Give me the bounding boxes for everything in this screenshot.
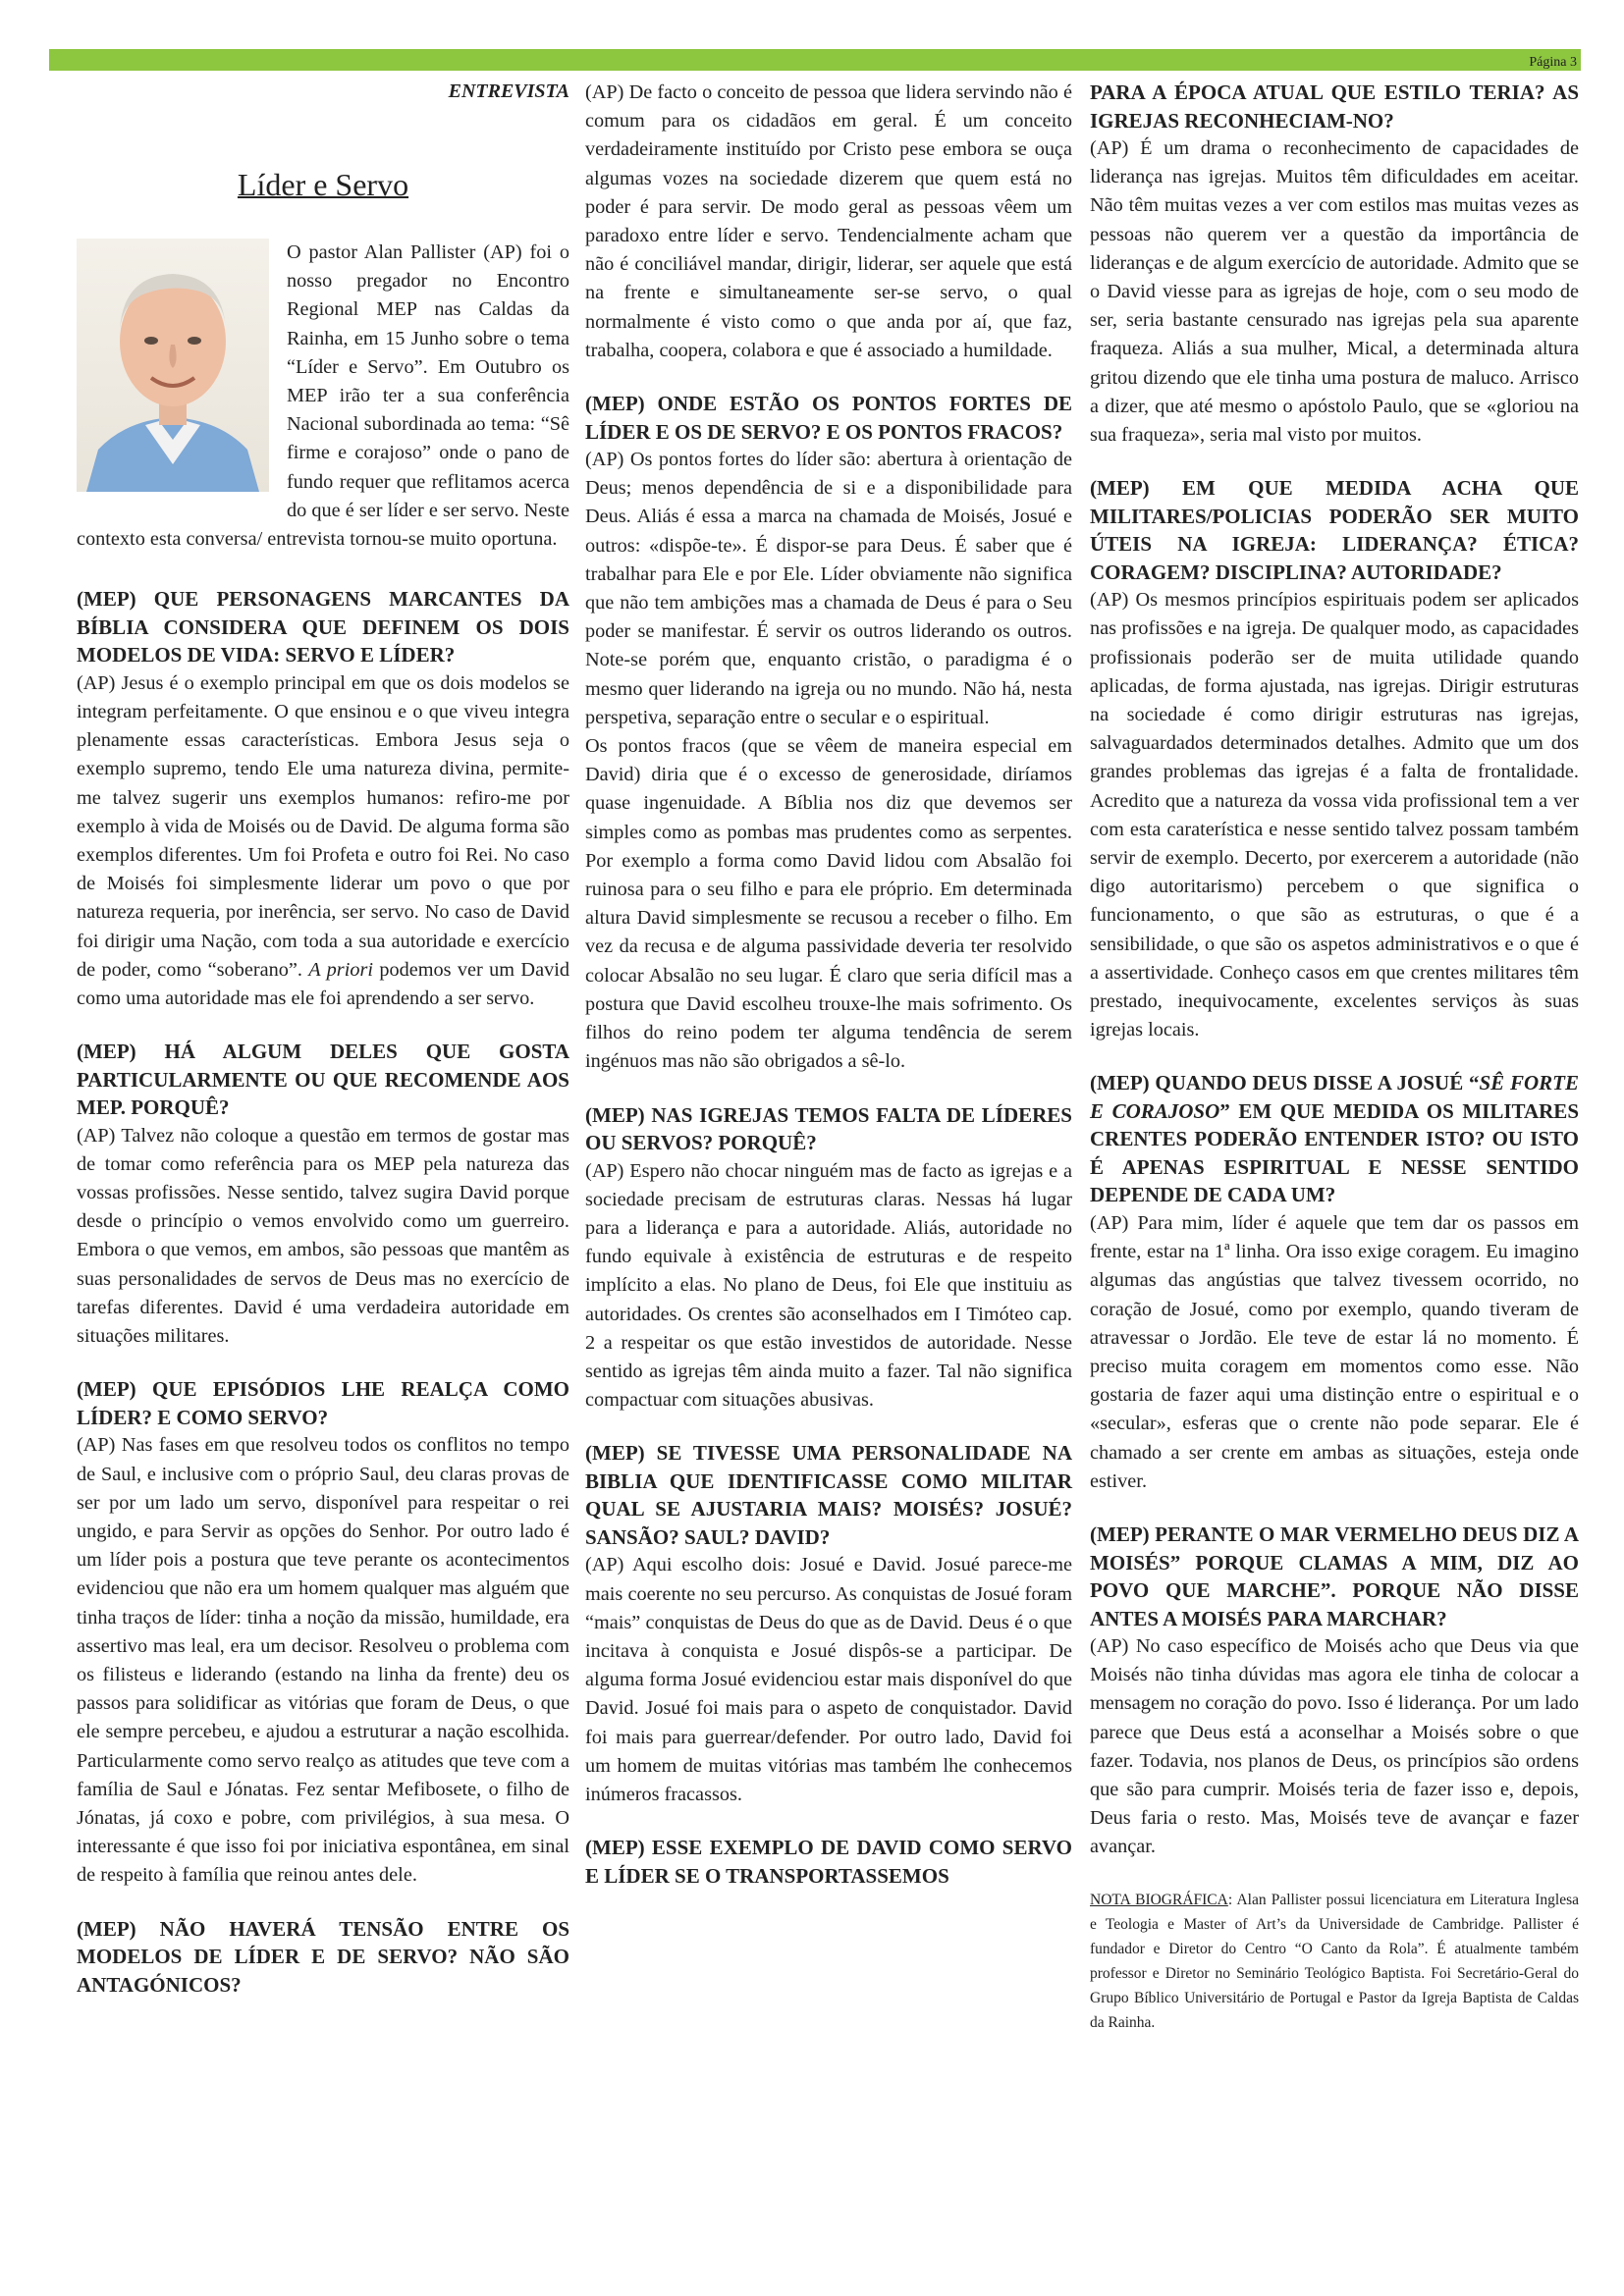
answer-2: (AP) Talvez não coloque a questão em termos de gostar mas de tomar como referência para os MEP pela natureza das vossas profissões. Nesse sentido, talvez sugira David porque desde o princípio o vemos envolvido como um guerreiro. Embora o que vemos, em ambos, são pessoas que mantêm as suas personalidades de servos de Deus mas no exercício de tarefas diferentes. David é uma verdadeira autoridade em situações militares. (77, 1124, 569, 1348)
intro-paragraph: O pastor Alan Pallister (AP) foi o nosso pregador no Encontro Regional MEP nas Caldas da Rainha, em 15 Junho sobre o tema “Líder e Servo”. Em Outubro os MEP irão ter a sua conferência Nacional subordinada ao tema: “Sê firme e corajoso” onde o pano de fundo requer que reflitamos acerca do que é ser líder e ser servo. Neste contexto esta conversa/ entrevista tornou-se muito oportuna. (77, 241, 569, 551)
question-6: (MEP) NAS IGREJAS TEMOS FALTA DE LÍDERES OU SERVOS? PORQUÊ? (585, 1102, 1072, 1154)
question-7: (MEP) SE TIVESSE UMA PERSONALIDADE NA BIBLIA QUE IDENTIFICASSE COMO MILITAR QUAL SE AJUSTARIA MAIS? MOISÉS? JOSUÉ? SANSÃO? SAUL? DAVID? (585, 1441, 1072, 1549)
answer-5b: Os pontos fracos (que se vêem de maneira especial em David) diria que é o excesso de generosidade, diríamos quase ingenuidade. A Bíblia nos diz que devemos ser simples como as pombas mas prudentes como as serpentes. Por exemplo a forma como David lidou com Absalão foi ruinosa para o seu filho e para ele próprio. Em determinada altura David simplesmente se recusou a receber o filho. Em vez da recusa e de alguma passividade deveria ter resolvido colocar Absalão no seu lugar. É claro que seria difícil mas a postura que David escolheu trouxe-lhe mais sofrimento. Os filhos do reino podem ter alguma tendência de serem ingénuos mas não são obrigados a sê-lo. (585, 735, 1072, 1073)
question-11: (MEP) PERANTE O MAR VERMELHO DEUS DIZ A MOISÉS” PORQUE CLAMAS A MIM, DIZ AO POVO QUE MARCHE”. PORQUE NÃO DISSE ANTES A MOISÉS PARA MARCHAR? (1090, 1522, 1579, 1630)
column-2 (585, 79, 1072, 1890)
question-3: (MEP) QUE EPISÓDIOS LHE REALÇA COMO LÍDER? E COMO SERVO? (77, 1377, 569, 1429)
question-8: (MEP) ESSE EXEMPLO DE DAVID COMO SERVO E LÍDER SE O TRANSPORTASSEMOS (585, 1836, 1072, 1888)
answer-9: (AP) Os mesmos princípios espirituais podem ser aplicados nas profissões e na igreja. De qualquer modo, as capacidades profissionais poderão ser de muita utilidade quando aplicadas, de forma ajustada, nas igrejas. Dirigir estruturas na sociedade é como dirigir estruturas nas igrejas, salvaguardados determinados detalhes. Admito que um dos grandes problemas das igrejas é a falta de frontalidade. Acredito que a natureza da vossa vida profissional tem a ver com esta caraterística e nesse sentido talvez possam também servir de exemplo. Decerto, por exercerem a autoridade (não digo autoritarismo) percebem o que significa o funcionamento, o que são as estruturas, o que é a sensibilidade, o que são os aspetos administrativos e o que é a assertividade. Conheço casos em que crentes militares têm prestado, inequivocamente, excelentes serviços às suas igrejas locais. (1090, 589, 1579, 1041)
answer-4: (AP) De facto o conceito de pessoa que lidera servindo não é comum para os cidadãos em geral. É um conceito verdadeiramente instituído por Cristo pese embora se ouça algumas vozes na sociedade dizerem que quem está no poder é para servir. De modo geral as pessoas vêem um paradoxo entre líder e servo. Tendencialmente acham que não é conciliável mandar, dirigir, liderar, ser aquele que está na frente e simultaneamente ser-se servo, o qual normalmente é visto como o que anda por aí, que faz, trabalha, coopera, colabora e que é associado a humildade. (585, 81, 1072, 361)
answer-6: (AP) Espero não chocar ninguém mas de facto as igrejas e a sociedade precisam de estruturas claras. Nessas há lugar para a liderança e para a autoridade. Aliás, autoridade no fundo equivale à existência de estruturas e de respeito implícito a elas. No plano de Deus, foi Ele que instituiu as autoridades. Os crentes são aconselhados em I Timóteo cap. 2 a respeitar os que estão investidos de autoridade. Nesse sentido as igrejas têm ainda muito a fazer. Tal não significa compactuar com situações abusivas. (585, 1159, 1072, 1412)
answer-7: (AP) Aqui escolho dois: Josué e David. Josué parece-me mais coerente no seu percurso. As conquistas de Josué foram “mais” conquistas de Deus do que as de David. Deus é o que incitava à conquista e Josué dispôs-se a participar. De alguma forma Josué evidenciou estar mais disponível do que David. Josué foi mais para o aspeto de conquistador. David foi mais para guerrear/defender. Por outro lado, David foi um homem de muitas vitórias mas também lhe conhecemos inúmeros fracassos. (585, 1554, 1072, 1805)
question-10: (MEP) QUANDO DEUS DISSE A JOSUÉ “SÊ FORTE E CORAJOSO” EM QUE MEDIDA OS MILITARES CRENTES PODERÃO ENTENDER ISTO? OU ISTO É APENAS ESPIRITUAL E NESSE SENTIDO DEPENDE DE CADA UM? (1090, 1071, 1579, 1207)
portrait-photo (77, 239, 269, 492)
column-1 (77, 79, 569, 1999)
column-3 (1090, 79, 1579, 2035)
question-2: (MEP) HÁ ALGUM DELES QUE GOSTA PARTICULARMENTE OU QUE RECOMENDE AOS MEP. PORQUÊ? (77, 1040, 569, 1120)
question-4: (MEP) NÃO HAVERÁ TENSÃO ENTRE OS MODELOS DE LÍDER E DE SERVO? NÃO SÃO ANTAGÓNICOS? (77, 1916, 569, 1997)
answer-1: (AP) Jesus é o exemplo principal em que os dois modelos se integram perfeitamente. O que ensinou e o que viveu integra plenamente essas características. Embora Jesus seja o exemplo supremo, tendo Ele uma natureza divina, permite-me talvez sugerir uns exemplos humanos: refiro-me por exemplo à vida de Moisés ou de David. De alguma forma são exemplos diferentes. Um foi Profeta e outro foi Rei. No caso de Moisés foi simplesmente liderar um povo o que por natureza requeria, por inerência, ser servo. No caso de David foi dirigir uma Nação, com toda a sua autoridade e exercício de poder, como “soberano”. A priori podemos ver um David como uma autoridade mas ele foi aprendendo a ser servo. (77, 671, 569, 1009)
answer-10: (AP) Para mim, líder é aquele que tem dar os passos em frente, estar na 1ª linha. Ora isso exige coragem. Eu imagino algumas das angústias que talvez tivessem ocorrido, no coração de Josué, como por exemplo, quando tiveram de atravessar o Jordão. Ele teve de estar lá no momento. É preciso muita coragem em momentos como esse. Não gostaria de fazer aqui uma distinção entre o espiritual e o «secular», esferas que o crente não pode separar. Ele é chamado a ser crente em ambas as situações, esteja onde estiver. (1090, 1211, 1579, 1492)
answer-11: (AP) No caso específico de Moisés acho que Deus via que Moisés não tinha dúvidas mas agora ele tinha de colocar a mensagem no coração do povo. Isso é liderança. Por um lado parece que Deus está a aconselhar a Moisés sobre o que fazer. Todavia, nos planos de Deus, os princípios são ordens que são para cumprir. Moisés teria de fazer isso e, depois, Deus faria o resto. Mas, Moisés teve de avançar e fazer avançar. (1090, 1635, 1579, 1858)
question-9: (MEP) EM QUE MEDIDA ACHA QUE MILITARES/POLICIAS PODERÃO SER MUITO ÚTEIS NA IGREJA: LIDERANÇA? ÉTICA? CORAGEM? DISCIPLINA? AUTORIDADE? (1090, 476, 1579, 584)
answer-3: (AP) Nas fases em que resolveu todos os conflitos no tempo de Saul, e inclusive com o próprio Saul, deu claras provas de ser por um lado um servo, disponível para respeitar o rei ungido, e para Servir as opções do Senhor. Por outro lado é um líder pois a postura que teve perante os acontecimentos evidenciou que não era um homem qualquer mas alguém que tinha traços de líder: tinha a noção da missão, humildade, era assertivo mas leal, era um decisor. Resolveu o problema com os filisteus e liderando (estando na linha da frente) deu os passos para solidificar as vitórias que foram de Deus, o que ele sempre percebeu, e ajudou a estruturar a nação escolhida. Particularmente como servo realço as atitudes que teve com a família de Saul e Jónatas. Fez sentar Mefibosete, o filho de Jónatas, já coxo e pobre, com privilégios, à sua mesa. O interessante é que isso foi por iniciativa espontânea, em sinal de respeito à família que reinou antes dele. (77, 1434, 569, 1887)
note-label: NOTA BIOGRÁFICA (1090, 1891, 1228, 1908)
answer-5a: (AP) Os pontos fortes do líder são: abertura à orientação de Deus; menos dependência de si e a disponibilidade para Deus. Aliás é essa a marca na chamada de Moisés, Josué e outros: «dispõe-te». É dispor-se para Deus. É saber que é trabalhar para Ele e por Ele. Líder obviamente não significa que não tem ambições mas a chamada de Deus é para o Seu poder se manifestar. É servir os outros liderando os outros. Note-se porém que, enquanto cristão, o paradigma é o mesmo quer liderando na igreja ou no mundo. Não há, nesta perspetiva, separação entre o secular e o espiritual. (585, 449, 1072, 728)
question-5: (MEP) ONDE ESTÃO OS PONTOS FORTES DE LÍDER E OS DE SERVO? E OS PONTOS FRACOS? (585, 392, 1072, 444)
header-bar (49, 49, 1581, 71)
page-number: Página 3 (1529, 55, 1577, 70)
biographical-note: NOTA BIOGRÁFICA: Alan Pallister possui licenciatura em Literatura Inglesa e Teologia e Master of Art’s da Universidade de Cambridge. Pallister é fundador e Diretor do Centro “O Canto da Rola”. É atualmente também professor e Diretor no Seminário Teológico Baptista. Foi Secretário-Geral do Grupo Bíblico Universitário de Portugal e Pastor da Igreja Baptista de Caldas da Rainha. (1090, 1891, 1579, 2031)
question-1: (MEP) QUE PERSONAGENS MARCANTES DA BÍBLIA CONSIDERA QUE DEFINEM OS DOIS MODELOS DE VIDA: SERVO E LÍDER? (77, 587, 569, 667)
section-label: ENTREVISTA (448, 80, 569, 102)
question-8-continued: PARA A ÉPOCA ATUAL QUE ESTILO TERIA? AS IGREJAS RECONHECIAM-NO? (1090, 80, 1579, 133)
article-title: Líder e Servo (237, 167, 409, 202)
answer-8: (AP) É um drama o reconhecimento de capacidades de liderança nas igrejas. Muitos têm dificuldades em aceitar. Não têm muitas vezes a ver com estilos mas muitas vezes as pessoas não querem ver a questão da importância de lideranças e de algum exercício de autoridade. Admito que se o David viesse para as igrejas de hoje, com o seu modo de ser, seria bastante censurado nas igrejas pela sua aparente fraqueza. Aliás a sua mulher, Mical, a determinada altura gritou dizendo que ele tinha uma postura de maluco. Arrisco a dizer, que até mesmo o apóstolo Paulo, que se «gloriou na sua fraqueza», seria mal visto por muitos. (1090, 137, 1579, 447)
